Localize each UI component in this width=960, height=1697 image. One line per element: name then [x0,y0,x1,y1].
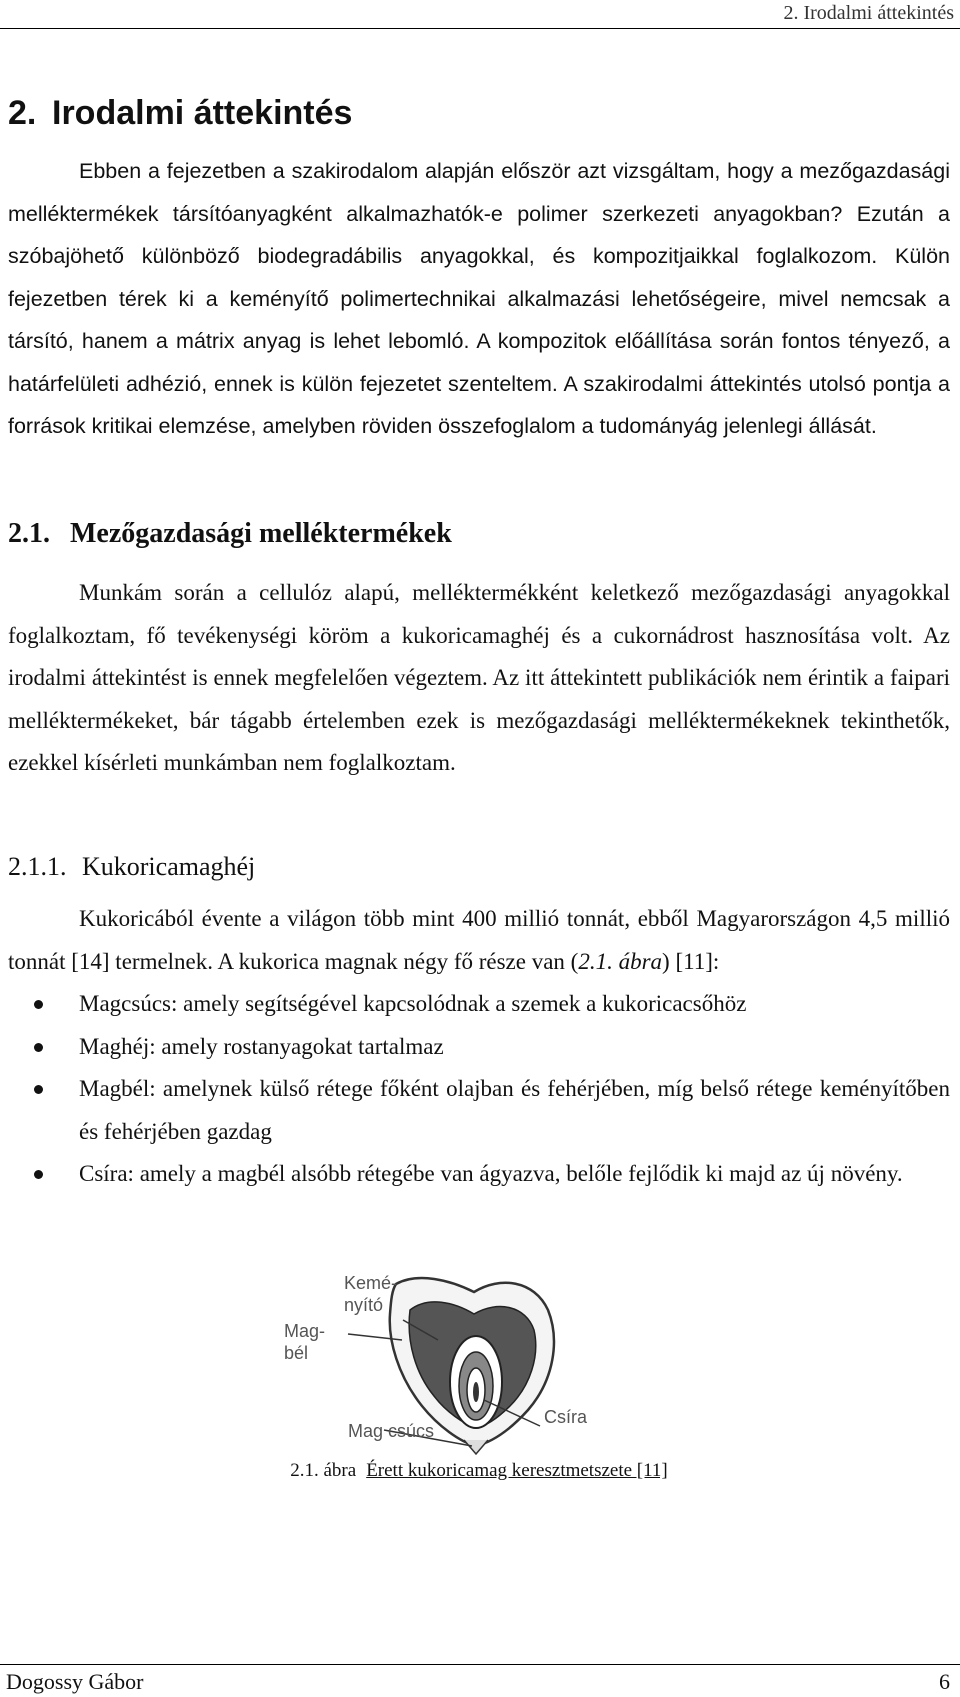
subsubsection-title: Kukoricamaghéj [82,852,256,881]
section-heading [8,94,352,133]
figure-caption [8,1460,950,1482]
page-number: 6 [939,1669,950,1694]
caption-text: Érett kukoricamag keresztmetszete [11] [366,1460,668,1481]
section-number: 2. [8,94,37,132]
list-item: Csíra: amely a magbél alsóbb rétegébe van ágyazva, belőle fejlődik ki majd az új növény. [8,1153,950,1196]
section-title: Irodalmi áttekintés [52,94,353,132]
list-item: Magcsúcs: amely segítségével kapcsolódnak a szemek a kukoricacsőhöz [8,983,950,1026]
subsection-title: Mezőgazdasági melléktermékek [70,518,452,549]
subsubsection-number: 2.1.1. [8,852,67,881]
kernel-cross-section-figure [278,1270,678,1455]
subsection-number: 2.1. [8,518,50,549]
subsection-paragraph: Munkám során a cellulóz alapú, melléktermékként keletkező mezőgazdasági anyagokkal foglalkoztam, fő tevékenységi köröm a kukoricamaghéj és a cukornádrost hasznosítása volt. Az irodalmi áttekintést is ennek megfelelően végeztem. Az itt áttekintett publikációk nem érintik a faipari melléktermékeket, bár tágabb értelemben ezek is mezőgazdasági melléktermékeknek tekinthetők, ezekkel kísérleti munkámban nem foglalkoztam. [8,580,950,775]
label-magbel: Mag- bél [284,1321,326,1363]
figure-reference[interactable]: 2.1. ábra [578,948,663,974]
label-kemenyito: Kemé- nyító [344,1273,398,1315]
list-item: Magbél: amelynek külső rétege főként olajban és fehérjében, míg belső rétege keményítőben és fehérjében gazdag [8,1068,950,1153]
kernel-parts-list [8,983,950,1196]
footer-author: Dogossy Gábor [6,1669,144,1694]
kukorica-paragraph: Kukoricából évente a világon több mint 400 millió tonnát, ebből Magyarországon 4,5 millió tonnát [14] termelnek. A kukorica magnak négy fő része van (2.1. ábra) [11]: [8,906,950,974]
label-magcsucs: Mag csúcs [348,1421,435,1441]
kernel-tip [464,1440,488,1454]
running-footer [0,1664,960,1697]
kernel-diagram [278,1270,678,1455]
subsubsection-heading [8,852,255,882]
intro-paragraph: Ebben a fejezetben a szakirodalom alapján először azt vizsgáltam, hogy a mezőgazdasági melléktermékek társítóanyagként alkalmazhatók-e polimer szerkezeti anyagokban? Ezután a szóbajöhető különböző biodegradábilis anyagokkal, és kompozitjaikkal foglalkozom. Külön fejezetben térek ki a keményítő polimertechnikai alkalmazási lehetőségeire, mivel nemcsak a társító, hanem a mátrix anyag is lehet lebomló. A kompozitok előállítása során fontos tényező, a határfelületi adhézió, ennek is külön fejezetet szenteltem. A szakirodalmi áttekintés utolsó pontja a források kritikai elemzése, amelyben röviden összefoglalom a tudományág jelenlegi állását. [8,159,950,438]
list-item: Maghéj: amely rostanyagokat tartalmaz [8,1026,950,1069]
running-header [0,0,960,29]
running-title: 2. Irodalmi áttekintés [783,2,954,24]
subsection-heading [8,518,452,550]
label-csira: Csíra [544,1407,588,1427]
caption-number: 2.1. ábra [290,1460,357,1481]
